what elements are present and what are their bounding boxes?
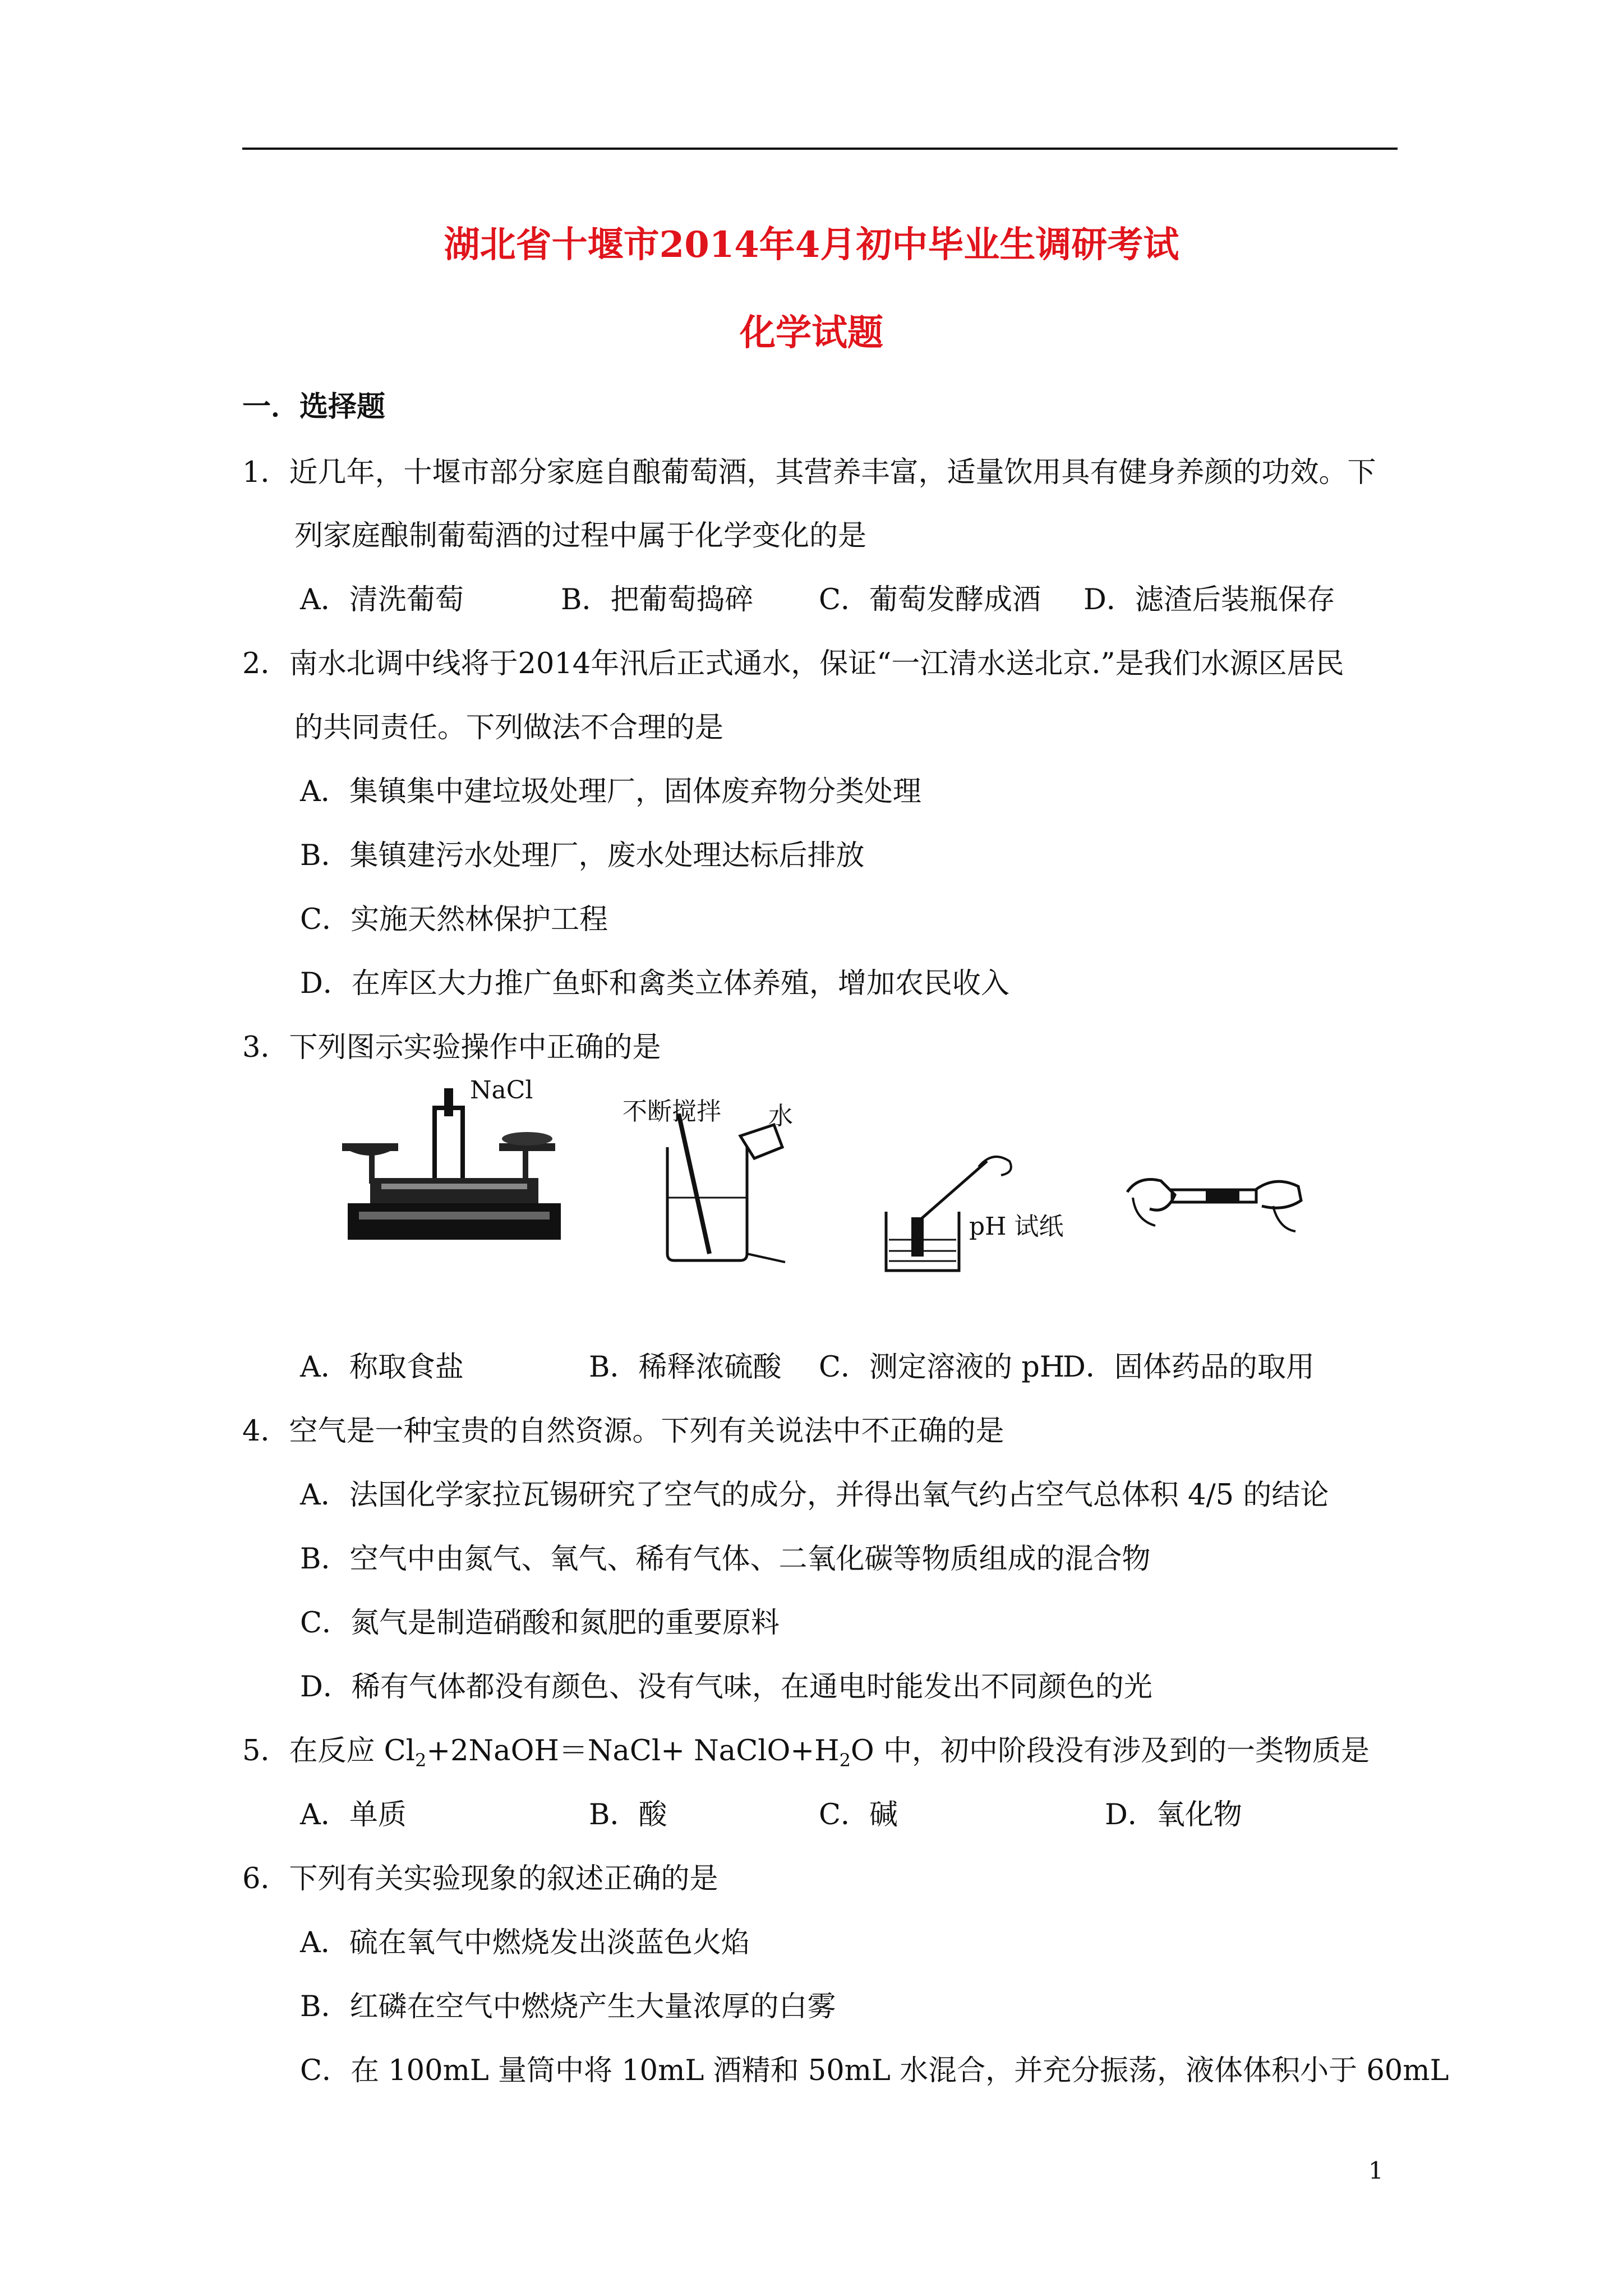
question-5-line-1: 5．在反应 $Cl_2+2NaOH=NaCl+$ $NaClO+H_2O$ 中，初中阶段没有涉及到的一类物质是 [242,1734,1370,1772]
q2-option-d: D．在库区大力推广鱼虾和禽类立体养殖，增加农民收入 [300,967,1009,1000]
question-2-line-2: 的共同责任。下列做法不合理的是 [294,711,724,744]
question-1-line-2: 列家庭酿制葡萄酒的过程中属于化学变化的是 [294,519,867,553]
figure-solid-reagent [1122,1142,1307,1254]
question-1-line-1: 1．近几年，十堰市部分家庭自酿葡萄酒，其营养丰富，适量饮用具有健身养颜的功效。下 [242,456,1376,489]
figure-dilution [645,1114,791,1271]
q4-option-b: B．空气中由氮气、氧气、稀有气体、二氧化碳等物质组成的混合物 [300,1543,1151,1576]
figure-balance [336,1077,572,1257]
label-ph-paper: pH 试纸 [969,1212,1064,1241]
page-title: 湖北省十堰市2014年4月初中毕业生调研考试 [444,224,1179,266]
header-rule [242,148,1398,150]
q6-option-a: A．硫在氧气中燃烧发出淡蓝色火焰 [300,1926,750,1959]
q3-option-c: C．测定溶液的 pH [819,1351,1065,1384]
question-3-line-1: 3．下列图示实验操作中正确的是 [242,1031,661,1064]
page-subtitle: 化学试题 [740,312,883,354]
q5-option-a: A．单质 [300,1798,407,1832]
q1-option-c: C．葡萄发酵成酒 [819,583,1041,616]
label-water: 水 [768,1102,793,1130]
q3-option-d: D．固体药品的取用 [1063,1351,1315,1384]
q5-option-c: C．碱 [819,1798,898,1832]
q1-option-b: B．把葡萄捣碎 [561,583,754,616]
q2-option-b: B．集镇建污水处理厂，废水处理达标后排放 [300,839,865,872]
q1-option-d: D．滤渣后装瓶保存 [1083,583,1335,616]
question-6-line-1: 6．下列有关实验现象的叙述正确的是 [242,1862,718,1895]
q2-option-a: A．集镇集中建垃圾处理厂，固体废弃物分类处理 [300,775,921,808]
question-2-line-1: 2．南水北调中线将于2014年汛后正式通水，保证“一江清水送北京.”是我们水源区居民 [242,647,1344,680]
label-stir: 不断搅拌 [623,1097,721,1126]
page-number: 1 [1368,2157,1384,2184]
q1-option-a: A．清洗葡萄 [300,583,464,616]
q3-option-b: B．稀释浓硫酸 [589,1351,782,1384]
q4-option-d: D．稀有气体都没有颜色、没有气味，在通电时能发出不同颜色的光 [300,1671,1152,1704]
q4-option-c: C．氮气是制造硝酸和氮肥的重要原料 [300,1607,780,1640]
q5-option-b: B．酸 [589,1798,667,1832]
q2-option-c: C．实施天然林保护工程 [300,903,608,936]
q4-option-a: A．法国化学家拉瓦锡研究了空气的成分，并得出氧气约占空气总体积 4/5 的结论 [300,1479,1329,1512]
q6-option-c: C．在 100mL 量筒中将 10mL 酒精和 50mL 水混合，并充分振荡，液体体积小于 60mL [300,2054,1449,2087]
q6-option-b: B．红磷在空气中燃烧产生大量浓厚的白雾 [300,1990,836,2023]
question-4-line-1: 4．空气是一种宝贵的自然资源。下列有关说法中不正确的是 [242,1415,1004,1448]
q5-option-d: D．氧化物 [1105,1798,1242,1832]
section-heading: 一．选择题 [242,390,386,424]
q3-option-a: A．称取食盐 [300,1351,464,1384]
label-nacl: NaCl [470,1076,533,1105]
